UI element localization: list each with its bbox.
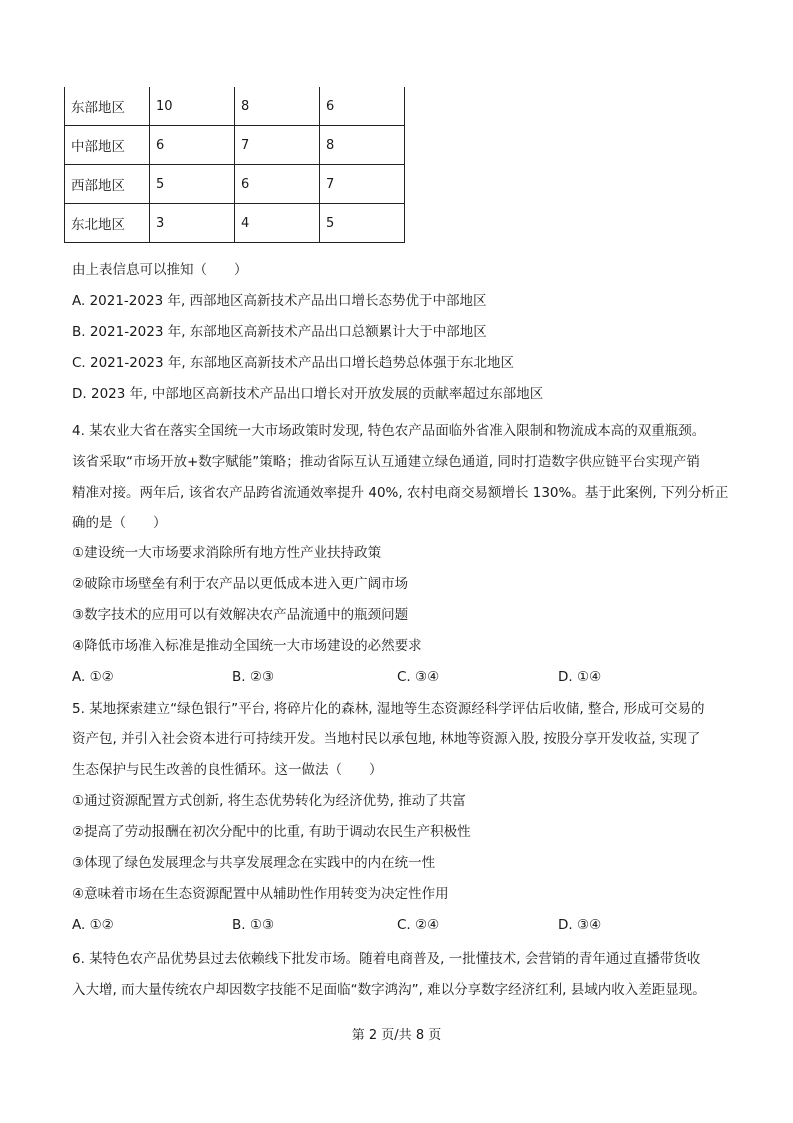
table-cell: 8: [235, 87, 320, 126]
q5-statement-1: ①通过资源配置方式创新, 将生态优势转化为经济优势, 推动了共富: [72, 793, 466, 809]
q3-stem: 由上表信息可以推知（ ）: [72, 262, 248, 278]
table-cell: 西部地区: [65, 165, 150, 204]
table-cell: 5: [150, 165, 235, 204]
table-cell: 6: [235, 165, 320, 204]
table-row: [65, 126, 405, 165]
q5-statement-4: ④意味着市场在生态资源配置中从辅助性作用转变为决定性作用: [72, 886, 449, 902]
q5-choice-a: A. ①②: [72, 917, 114, 933]
table-row: [65, 87, 405, 126]
q3-option-b: B. 2021-2023 年, 东部地区高新技术产品出口总额累计大于中部地区: [72, 324, 487, 340]
q4-stem-line: 4. 某农业大省在落实全国统一大市场政策时发现, 特色农产品面临外省准入限制和物流成本高的双重瓶颈。: [72, 423, 706, 439]
table-cell: 8: [320, 126, 405, 165]
q4-choice-d: D. ①④: [558, 669, 602, 685]
table-cell: 东北地区: [65, 204, 150, 243]
table-row: [65, 204, 405, 243]
q5-stem-line: 资产包, 并引入社会资本进行可持续开发。当地村民以承包地, 林地等资源入股, 按股分享开发收益, 实现了: [72, 731, 701, 747]
q5-statement-3: ③体现了绿色发展理念与共享发展理念在实践中的内在统一性: [72, 855, 436, 871]
table-cell: 10: [150, 87, 235, 126]
q4-statement-3: ③数字技术的应用可以有效解决农产品流通中的瓶颈问题: [72, 607, 409, 623]
q5-choice-b: B. ①③: [232, 917, 275, 933]
table-cell: 4: [235, 204, 320, 243]
q5-choice-c: C. ②④: [397, 917, 440, 933]
q6-stem-line: 6. 某特色农产品优势县过去依赖线下批发市场。随着电商普及, 一批懂技术, 会营销的青年通过直播带货收: [72, 951, 701, 967]
q4-choice-b: B. ②③: [232, 669, 275, 685]
table-cell: 3: [150, 204, 235, 243]
page-footer: 第 2 页/共 8 页: [351, 1028, 442, 1043]
q5-statement-2: ②提高了劳动报酬在初次分配中的比重, 有助于调动农民生产积极性: [72, 824, 471, 840]
q3-option-c: C. 2021-2023 年, 东部地区高新技术产品出口增长趋势总体强于东北地区: [72, 355, 514, 371]
table-cell: 6: [320, 87, 405, 126]
q6-stem-line: 入大增, 而大量传统农户却因数字技能不足面临“数字鸿沟”, 难以分享数字经济红利, 县域内收入差距显现。: [72, 982, 706, 998]
export-growth-table: [64, 87, 405, 243]
q4-stem-line: 精准对接。两年后, 该省农产品跨省流通效率提升 40%, 农村电商交易额增长 130%。基于此案例, 下列分析正: [72, 485, 729, 501]
table-cell: 5: [320, 204, 405, 243]
q5-choice-d: D. ③④: [558, 917, 602, 933]
q4-choice-c: C. ③④: [397, 669, 440, 685]
q5-stem-line: 5. 某地探索建立“绿色银行”平台, 将碎片化的森林, 湿地等生态资源经科学评估后收储, 整合, 形成可交易的: [72, 701, 705, 717]
q4-stem-line: 该省采取“市场开放+数字赋能”策略；推动省际互认互通建立绿色通道, 同时打造数字供应链平台实现产销: [72, 454, 700, 470]
table-cell: 6: [150, 126, 235, 165]
table-cell: 中部地区: [65, 126, 150, 165]
table-cell: 东部地区: [65, 87, 150, 126]
table-cell: 7: [320, 165, 405, 204]
q3-option-a: A. 2021-2023 年, 西部地区高新技术产品出口增长态势优于中部地区: [72, 293, 487, 309]
table-row: [65, 165, 405, 204]
q5-stem-line: 生态保护与民生改善的良性循环。这一做法（ ）: [72, 762, 383, 778]
q4-stem-line: 确的是（ ）: [72, 515, 167, 531]
q4-statement-1: ①建设统一大市场要求消除所有地方性产业扶持政策: [72, 545, 382, 561]
q4-statement-2: ②破除市场壁垒有利于农产品以更低成本进入更广阔市场: [72, 576, 409, 592]
table-cell: 7: [235, 126, 320, 165]
q4-choice-a: A. ①②: [72, 669, 114, 685]
q4-statement-4: ④降低市场准入标准是推动全国统一大市场建设的必然要求: [72, 638, 422, 654]
q3-option-d: D. 2023 年, 中部地区高新技术产品出口增长对开放发展的贡献率超过东部地区: [72, 386, 544, 402]
